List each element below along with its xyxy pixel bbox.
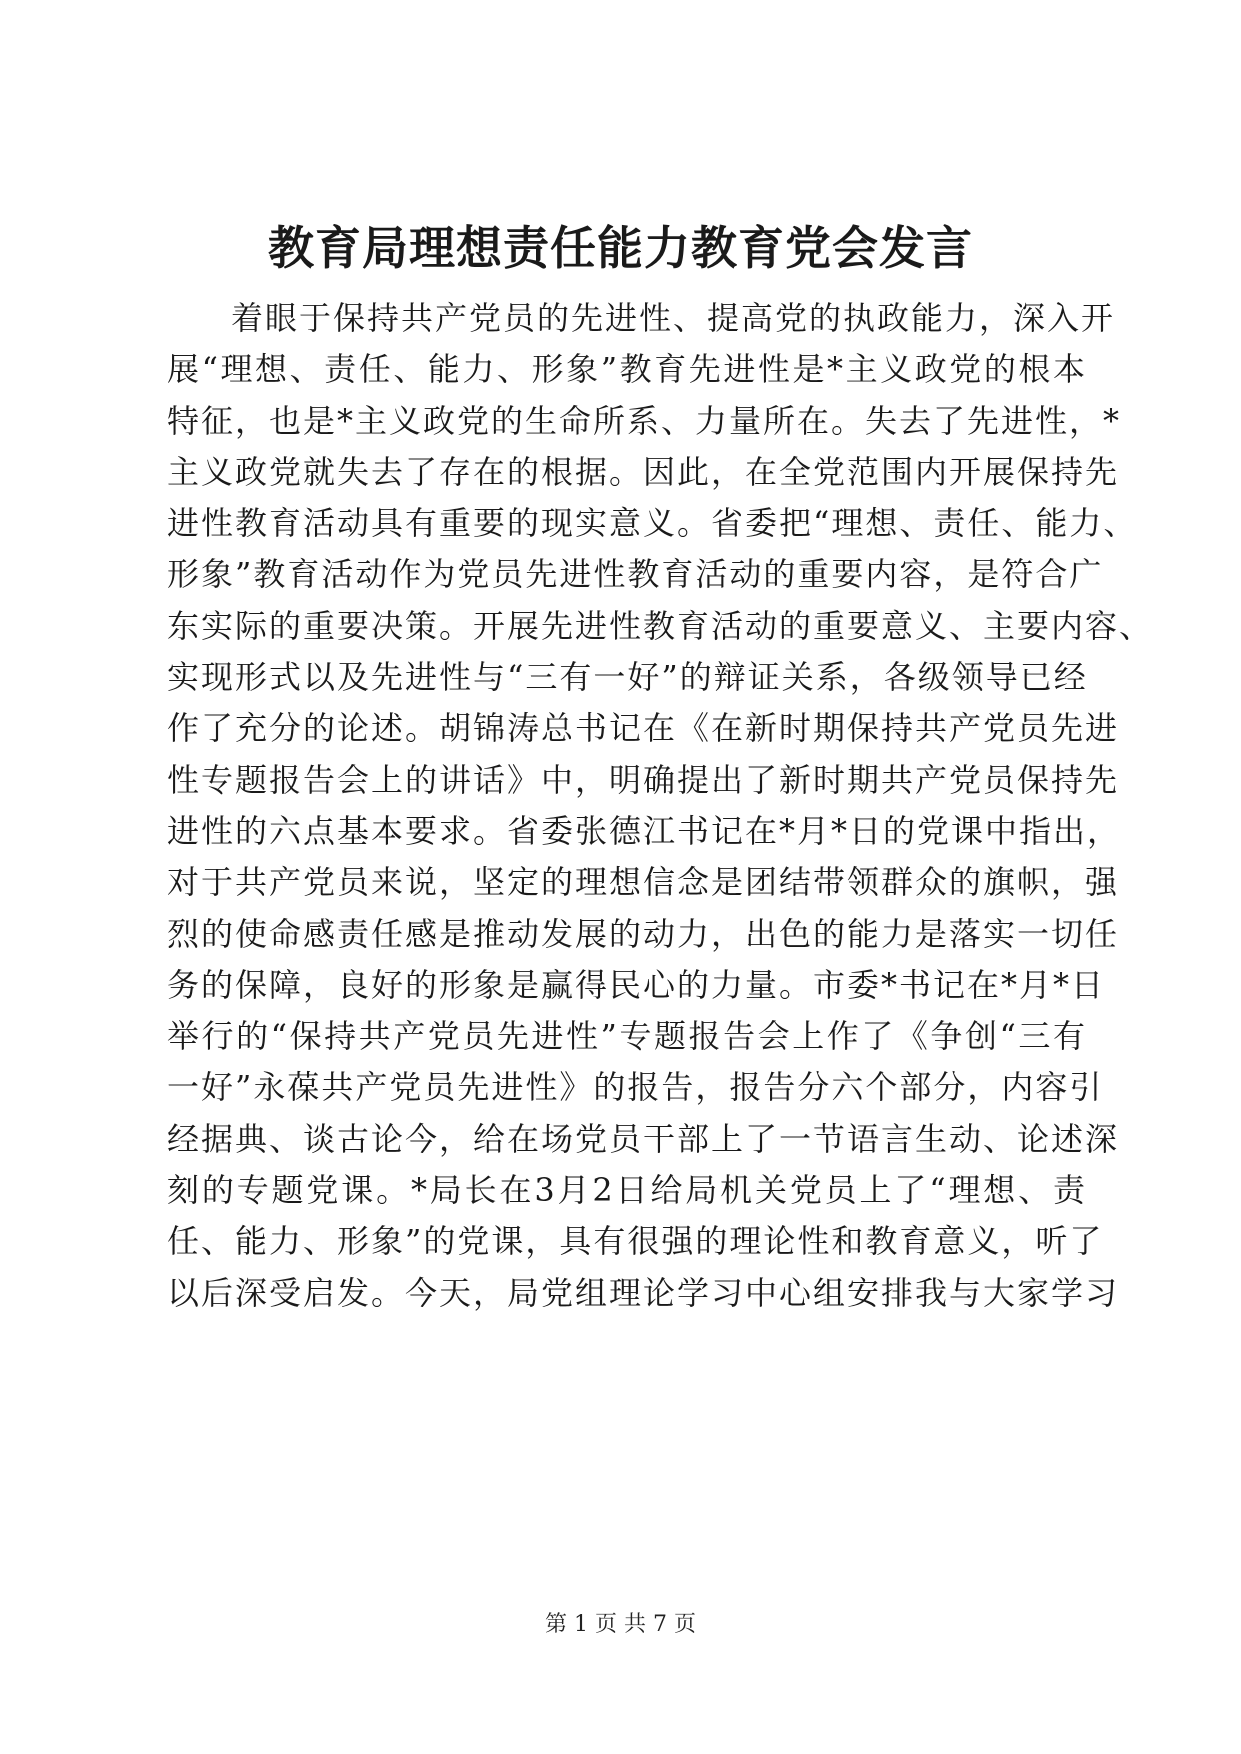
body-line: 烈的使命感责任感是推动发展的动力，出色的能力是落实一切任 <box>167 914 1120 953</box>
body-line: 任、能力、形象”的党课，具有很强的理论性和教育意义，听了 <box>167 1222 1104 1261</box>
body-line: 举行的“保持共产党员先进性”专题报告会上作了《争创“三有 <box>167 1017 1087 1056</box>
body-line: 进性的六点基本要求。省委张德江书记在*月*日的党课中指出， <box>167 811 1122 850</box>
body-line: 进性教育活动具有重要的现实意义。省委把“理想、责任、能力、 <box>167 504 1138 543</box>
document-body <box>167 293 1154 1319</box>
body-line: 对于共产党员来说，坚定的理想信念是团结带领群众的旗帜，强 <box>167 863 1120 902</box>
body-line: 主义政党就失去了存在的根据。因此，在全党范围内开展保持先 <box>167 452 1120 491</box>
page-number: 第 1 页 共 7 页 <box>545 1612 696 1637</box>
body-line: 刻的专题党课。*局长在3月2日给局机关党员上了“理想、责 <box>167 1171 1087 1210</box>
page-title: 教育局理想责任能力教育党会发言 <box>268 221 973 275</box>
body-line: 作了充分的论述。胡锦涛总书记在《在新时期保持共产党员先进 <box>167 709 1120 748</box>
body-line: 经据典、谈古论今，给在场党员干部上了一节语言生动、论述深 <box>167 1119 1120 1158</box>
body-line: 东实际的重要决策。开展先进性教育活动的重要意义、主要内容、 <box>167 606 1154 645</box>
page-footer <box>0 1610 1241 1640</box>
body-line: 形象”教育活动作为党员先进性教育活动的重要内容，是符合广 <box>167 555 1104 594</box>
body-line: 实现形式以及先进性与“三有一好”的辩证关系，各级领导已经 <box>167 658 1088 697</box>
body-line: 以后深受启发。今天，局党组理论学习中心组安排我与大家学习 <box>167 1273 1120 1312</box>
body-line: 性专题报告会上的讲话》中，明确提出了新时期共产党员保持先 <box>167 760 1120 799</box>
body-line: 特征，也是*主义政党的生命所系、力量所在。失去了先进性，* <box>167 401 1122 440</box>
body-line: 一好”永葆共产党员先进性》的报告，报告分六个部分，内容引 <box>167 1068 1104 1107</box>
body-line: 展“理想、责任、能力、形象”教育先进性是*主义政党的根本 <box>167 350 1087 389</box>
body-line: 务的保障，良好的形象是赢得民心的力量。市委*书记在*月*日 <box>167 965 1106 1004</box>
body-line: 着眼于保持共产党员的先进性、提高党的执政能力，深入开 <box>231 299 1116 337</box>
